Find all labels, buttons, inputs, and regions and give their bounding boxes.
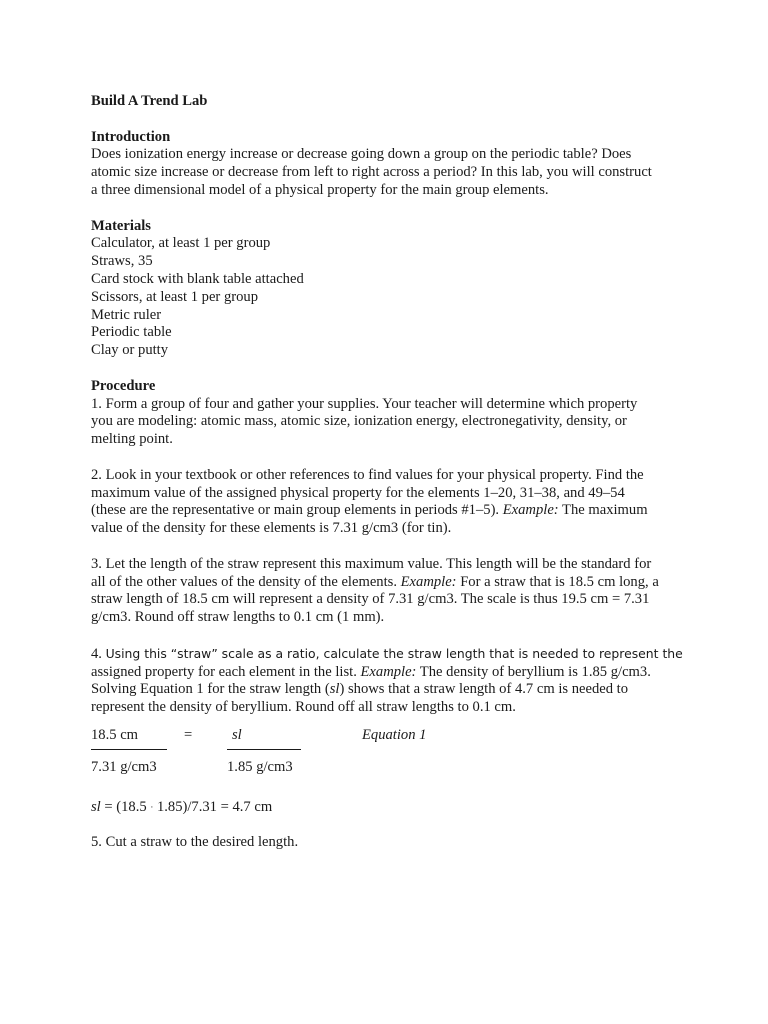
materials-item: Periodic table bbox=[91, 324, 172, 341]
materials-item: Calculator, at least 1 per group bbox=[91, 235, 271, 252]
example-label: Example: bbox=[360, 663, 417, 680]
example-label: Example: bbox=[502, 502, 559, 519]
step-4-text: Solving Equation 1 for the straw length ( bbox=[91, 681, 330, 698]
procedure-step-3-line: g/cm3. Round off straw lengths to 0.1 cm (1 mm). bbox=[91, 609, 385, 626]
step-4-text: Using this “straw” scale as a ratio, calculate the straw length that is needed to represent the bbox=[105, 645, 683, 661]
materials-item: Card stock with blank table attached bbox=[91, 270, 304, 287]
document-title: Build A Trend Lab bbox=[91, 93, 208, 109]
equation-1 bbox=[91, 727, 691, 787]
multiplication-dot: · bbox=[150, 801, 154, 812]
procedure-step-4-line bbox=[91, 664, 691, 682]
equation-right-numerator: sl bbox=[232, 726, 242, 743]
fraction-bar-left bbox=[91, 749, 167, 750]
procedure-step-3-line bbox=[91, 574, 691, 592]
materials-heading: Materials bbox=[91, 217, 151, 234]
step-4-text: 4. bbox=[91, 645, 106, 662]
equation-equals: = bbox=[184, 726, 193, 743]
example-label: Example: bbox=[400, 573, 457, 590]
materials-item: Scissors, at least 1 per group bbox=[91, 288, 258, 305]
variable-sl: sl bbox=[91, 798, 101, 815]
step-3-text: all of the other values of the density of the elements. bbox=[91, 573, 401, 590]
procedure-step-3-line: straw length of 18.5 cm will represent a density of 7.31 g/cm3. The scale is thus 19.5 cm = 7.31 bbox=[91, 591, 650, 608]
introduction-line: atomic size increase or decrease from left to right across a period? In this lab, you will construct bbox=[91, 164, 652, 181]
procedure-step-1-line: 1. Form a group of four and gather your supplies. Your teacher will determine which property bbox=[91, 395, 638, 412]
equation-left-denominator: 7.31 g/cm3 bbox=[91, 758, 157, 775]
step-2-text: The maximum bbox=[558, 502, 648, 519]
procedure-step-1-line: melting point. bbox=[91, 431, 173, 448]
step-4-text: assigned property for each element in the list. bbox=[91, 663, 361, 680]
procedure-step-2-line bbox=[91, 502, 691, 520]
equation-solution bbox=[91, 799, 691, 817]
step-4-text: The density of beryllium is 1.85 g/cm3. bbox=[416, 663, 651, 680]
procedure-heading: Procedure bbox=[91, 377, 156, 394]
equation-left-numerator: 18.5 cm bbox=[91, 726, 139, 743]
procedure-step-5-line: 5. Cut a straw to the desired length. bbox=[91, 834, 299, 851]
solution-text: 1.85)/7.31 = 4.7 cm bbox=[153, 798, 273, 815]
procedure-step-4-line: represent the density of beryllium. Round off all straw lengths to 0.1 cm. bbox=[91, 699, 516, 716]
procedure-step-4-line bbox=[91, 681, 691, 699]
procedure-step-1-line: you are modeling: atomic mass, atomic size, ionization energy, electronegativity, density, or bbox=[91, 413, 627, 430]
procedure-step-2-line: maximum value of the assigned physical property for the elements 1–20, 31–38, and 49–54 bbox=[91, 484, 625, 501]
materials-item: Straws, 35 bbox=[91, 253, 153, 270]
equation-label: Equation 1 bbox=[362, 726, 427, 743]
step-2-text: (these are the representative or main group elements in periods #1–5). bbox=[91, 502, 503, 519]
procedure-step-3-line: 3. Let the length of the straw represent this maximum value. This length will be the standard for bbox=[91, 555, 652, 572]
materials-item: Clay or putty bbox=[91, 342, 169, 359]
introduction-heading: Introduction bbox=[91, 128, 171, 145]
fraction-bar-right bbox=[227, 749, 301, 750]
variable-sl: sl bbox=[329, 681, 340, 698]
materials-item: Metric ruler bbox=[91, 306, 162, 323]
procedure-step-2-line: 2. Look in your textbook or other references to find values for your physical property. Find the bbox=[91, 466, 644, 483]
solution-text: = (18.5 bbox=[100, 798, 151, 815]
procedure-step-2-line: value of the density for these elements is 7.31 g/cm3 (for tin). bbox=[91, 520, 452, 537]
document-body bbox=[91, 93, 691, 852]
introduction-line: a three dimensional model of a physical property for the main group elements. bbox=[91, 181, 549, 198]
step-4-text: ) shows that a straw length of 4.7 cm is needed to bbox=[339, 681, 629, 698]
step-3-text: For a straw that is 18.5 cm long, a bbox=[456, 573, 659, 590]
procedure-step-4-line bbox=[91, 645, 691, 664]
introduction-line: Does ionization energy increase or decrease going down a group on the periodic table? Does bbox=[91, 146, 632, 163]
equation-right-denominator: 1.85 g/cm3 bbox=[227, 758, 293, 775]
